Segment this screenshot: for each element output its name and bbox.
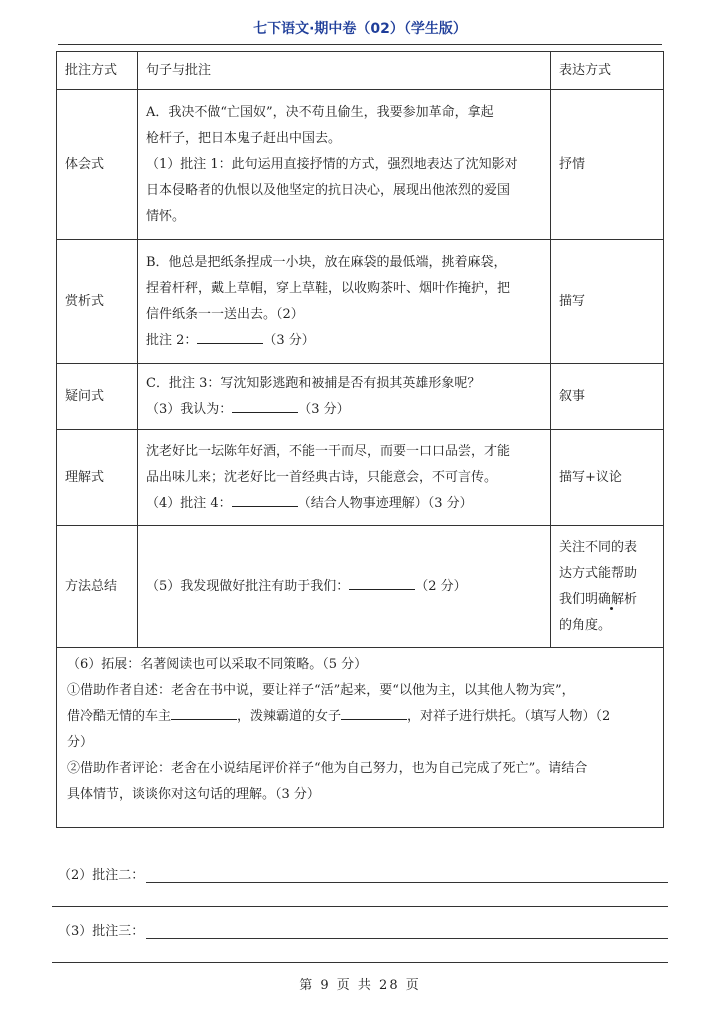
mode-line (559, 587, 655, 613)
mode-line: 达方式能帮助 (559, 565, 638, 581)
content-line (146, 328, 542, 354)
score-label: （3 分） (298, 401, 350, 417)
content-line: （6）拓展：名著阅读也可以采取不同策略。（5 分） (67, 657, 368, 672)
content-line: A．我决不做“亡国奴”，决不苟且偷生，我要参加革命，拿起 (146, 104, 494, 120)
content-line: 具体情节，谈谈你对这句话的理解。（3 分） (67, 787, 320, 802)
content-line: ①借助作者自述：老舍在书中说，要让祥子“活”起来，要“以他为主，以其他人物为宾”， (67, 683, 575, 698)
prompt-label: （3）我认为： (146, 401, 233, 417)
row-mode: 描写 (551, 240, 664, 364)
header-method: 批注方式 (57, 52, 138, 90)
row-content (138, 526, 551, 648)
score-label: （3 分） (263, 332, 315, 348)
content-line: C．批注 3：写沈知影逃跑和被捕是否有损其英雄形象呢？ (146, 375, 481, 391)
table-row (57, 364, 664, 430)
row-mode: 描写+议论 (551, 430, 664, 526)
table-row (57, 430, 664, 526)
emphasis-text: 明确解析 (585, 591, 638, 607)
content-line: （1）批注 1：此句运用直接抒情的方式，强烈地表达了沈知影对 (146, 156, 518, 172)
header-divider (58, 44, 662, 45)
answer-line-input[interactable] (146, 870, 668, 883)
page-header: 七下语文·期中卷（02）（学生版） (253, 21, 467, 37)
row-method: 疑问式 (57, 364, 138, 430)
table-row (57, 240, 664, 364)
answer-divider (52, 906, 668, 907)
page-number: 第 9 页 共 28 页 (299, 978, 421, 993)
text-segment: ，对祥子进行烘托。（填写人物）（2 (407, 709, 611, 724)
content-line: 枪杆子，把日本鬼子赶出中国去。 (146, 130, 342, 146)
blank-input[interactable] (171, 705, 237, 720)
content-line (146, 397, 542, 423)
extension-row (57, 648, 664, 828)
row-content (138, 240, 551, 364)
header-mode: 表达方式 (551, 52, 664, 90)
blank-input[interactable] (197, 329, 263, 344)
content-line: 分） (67, 735, 94, 750)
content-line: 信件纸条一一送出去。（2） (146, 306, 304, 322)
table-header-row (57, 52, 664, 90)
annotation-table (56, 51, 664, 828)
answer-row-2 (58, 864, 668, 883)
annotation-label: （4）批注 4： (146, 495, 232, 511)
mode-text: 我们 (559, 591, 586, 607)
blank-input[interactable] (341, 705, 407, 720)
content-line (146, 574, 542, 600)
content-line: 捏着杆秤，戴上草帽，穿上草鞋，以收购茶叶、烟叶作掩护，把 (146, 280, 511, 296)
score-label: （结合人物事迹理解）（3 分） (297, 495, 473, 511)
annotation-label: 批注 2： (146, 332, 198, 348)
row-method: 赏析式 (57, 240, 138, 364)
answer-line-input[interactable] (146, 926, 668, 939)
row-method: 理解式 (57, 430, 138, 526)
row-content (138, 90, 551, 240)
table-row (57, 90, 664, 240)
row-mode: 叙事 (551, 364, 664, 430)
blank-input[interactable] (349, 575, 415, 590)
content-line: 日本侵略者的仇恨以及他坚定的抗日决心，展现出他浓烈的爱国 (146, 182, 511, 198)
extension-content (57, 648, 664, 828)
answer-label: （2）批注二： (58, 868, 145, 883)
row-mode: 抒情 (551, 90, 664, 240)
content-line: 沈老好比一坛陈年好酒，不能一干而尽，而要一口口品尝，才能 (146, 443, 511, 459)
header-sentence: 句子与批注 (138, 52, 551, 90)
blank-input[interactable] (232, 398, 298, 413)
answer-label: （3）批注三： (58, 924, 145, 939)
row-mode (551, 526, 664, 648)
content-line: B．他总是把纸条捏成一小块，放在麻袋的最低端，挑着麻袋， (146, 254, 507, 270)
mode-line: 关注不同的表 (559, 539, 638, 555)
content-line (146, 491, 542, 517)
content-line: ②借助作者评论：老舍在小说结尾评价祥子“他为自己努力，也为自己完成了死亡”。请结合 (67, 761, 588, 776)
answer-row-3 (58, 920, 668, 939)
row-content (138, 364, 551, 430)
text-segment: ，泼辣霸道的女子 (237, 709, 342, 724)
text-segment: 借冷酷无情的车主 (67, 709, 172, 724)
score-label: （2 分） (415, 578, 467, 594)
footer-divider (52, 962, 668, 963)
row-method: 方法总结 (57, 526, 138, 648)
content-line: 情怀。 (146, 208, 186, 224)
content-line (67, 704, 653, 730)
table-row (57, 526, 664, 648)
row-method: 体会式 (57, 90, 138, 240)
blank-input[interactable] (232, 492, 298, 507)
prompt-label: （5）我发现做好批注有助于我们： (146, 578, 350, 594)
content-line: 品出味儿来；沈老好比一首经典古诗，只能意会，不可言传。 (146, 469, 498, 485)
row-content (138, 430, 551, 526)
mode-line: 的角度。 (559, 617, 612, 633)
